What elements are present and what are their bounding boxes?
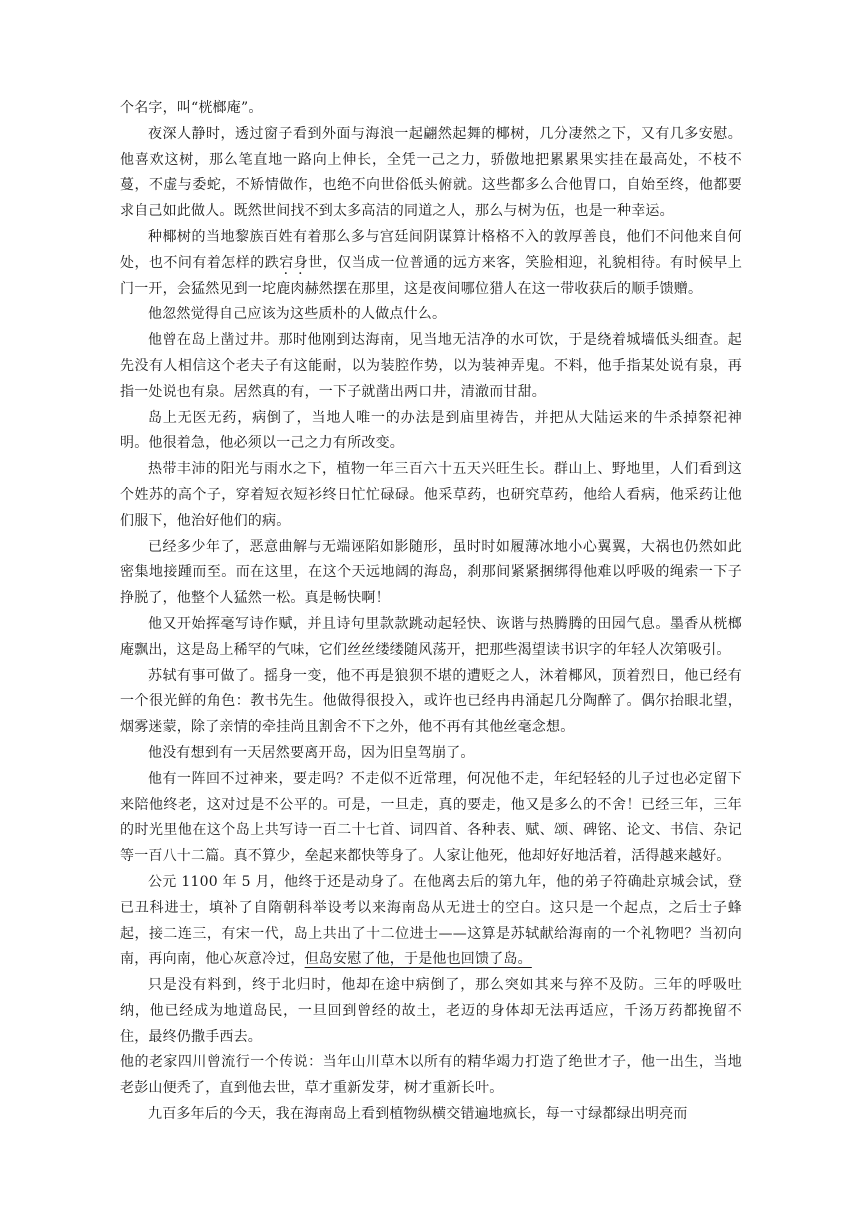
paragraph: 苏轼有事可做了。摇身一变，他不再是狼狈不堪的遭贬之人，沐着椰风，顶着烈日，他已经有一个很光鲜的角色：教书先生。他做得很投入，或许也已经冉冉涌起几分陶醉了。偶尔抬眼北望，烟雾迷蒙，除了亲情的牵挂尚且割舍不下之外，他不再有其他丝毫念想。 bbox=[120, 667, 742, 736]
emphasis-dot-char: 跌 bbox=[264, 254, 280, 271]
paragraph: 岛上无医无药，病倒了，当地人唯一的办法是到庙里祷告，并把从大陆运来的牛杀掉祭祀神明。他很着急，他必须以一己之力有所改变。 bbox=[120, 409, 742, 452]
paragraph: 只是没有料到，终于北归时，他却在途中病倒了，那么突如其来与猝不及防。三年的呼吸吐纳，他已经成为地道岛民，一旦回到曾经的故土，老迈的身体却无法再适应，千汤万药都挽留不住，最终仍撒手西去。 bbox=[120, 977, 742, 1045]
paragraph bbox=[120, 870, 742, 973]
text-run: 种椰树的当地黎族百姓有着那么多与宫廷间阴谋算计格格不入的敦厚善良，他们不问他来自何处，也不问有着怎样的 bbox=[120, 228, 742, 271]
text-run: 公元 1100 年 5 月，他终于还是动身了。在他离去后的第九年，他的弟子符确赴京城会试，登已丑科进士，填补了自隋朝科举设考以来海南岛从无进士的空白。这只是一个起点，之后士子蜂起，接二连三，有宋一代，岛上共出了十二位进士——这算是苏轼献给海南的一个礼物吧？当初向南，再向南，他心灰意冷过， bbox=[120, 873, 742, 968]
text-run: 身世，仅当成一位普通的远方来客，笑脸相迎，礼貌相待。有时候早上门一开，会猛然见到一坨鹿肉赫然摆在那里，这是夜间哪位猎人在这一带收获后的顺手馈赠。 bbox=[120, 254, 743, 297]
paragraph: 热带丰沛的阳光与雨水之下，植物一年三百六十五天兴旺生长。群山上、野地里，人们看到这个姓苏的高个子，穿着短衣短衫终日忙忙碌碌。他采草药，也研究草药，他给人看病，他采药让他们服下，他治好他们的病。 bbox=[120, 461, 742, 529]
paragraph: 他有一阵回不过神来，要走吗？不走似不近常理，何况他不走，年纪轻轻的儿子过也必定留下来陪他终老，这对过是不公平的。可是，一旦走，真的要走，他又是多么的不舍！已经三年，三年的时光里他在这个岛上共写诗一百二十七首、词四首、各种表、赋、颂、碑铭、论文、书信、杂记等一百八十二篇。真不算少，垒起来都快等身了。人家让他死，他却好好地活着，活得越来越好。 bbox=[120, 770, 742, 865]
underlined-sentence: 但岛安慰了他，于是他也回馈了岛。 bbox=[304, 951, 532, 968]
document-page bbox=[120, 96, 742, 1128]
paragraph: 他又开始挥毫写诗作赋，并且诗句里款款跳动起轻快、诙谐与热腾腾的田园气息。墨香从桄榔庵飘出，这是岛上稀罕的气味，它们丝丝缕缕随风荡开，把那些渴望读书识字的年轻人次第吸引。 bbox=[120, 615, 742, 658]
emphasis-dot-char: 宕 bbox=[279, 254, 294, 271]
paragraph: 他的老家四川曾流行一个传说：当年山川草木以所有的精华竭力打造了绝世才子，他一出生，当地老彭山便秃了，直到他去世，草才重新发芽，树才重新长叶。 bbox=[120, 1054, 742, 1097]
paragraph: 九百多年后的今天，我在海南岛上看到植物纵横交错遍地疯长，每一寸绿都绿出明亮而 bbox=[148, 1106, 688, 1123]
paragraph: 已经多少年了，恶意曲解与无端诬陷如影随形，虽时时如履薄冰地小心翼翼，大祸也仍然如此密集地接踵而至。而在这里，在这个天远地阔的海岛，刹那间紧紧捆绑得他难以呼吸的绳索一下子挣脱了，他整个人猛然一松。真是畅快啊！ bbox=[120, 538, 742, 607]
paragraph: 他忽然觉得自己应该为这些质朴的人做点什么。 bbox=[148, 306, 447, 323]
paragraph: 他曾在岛上凿过井。那时他刚到达海南，见当地无洁净的水可饮，于是绕着城墙低头细查。起先没有人相信这个老夫子有这能耐，以为装腔作势，以为装神弄鬼。不料，他手指某处说有泉，再指一处说也有泉。居然真的有，一下子就凿出两口井，清澈而甘甜。 bbox=[120, 332, 742, 400]
paragraph: 夜深人静时，透过窗子看到外面与海浪一起翩然起舞的椰树，几分凄然之下，又有几多安慰。他喜欢这树，那么笔直地一路向上伸长，全凭一己之力，骄傲地把累累果实挂在最高处，不枝不蔓，不虚与委蛇，不矫情做作，也绝不向世俗低头俯就。这些都多么合他胃口，自始至终，他都要求自己如此做人。既然世间找不到太多高洁的同道之人，那么与树为伍，也是一种幸运。 bbox=[120, 125, 742, 220]
paragraph: 他没有想到有一天居然要离开岛，因为旧皇驾崩了。 bbox=[148, 744, 475, 761]
paragraph: 个名字，叫“桄榔庵”。 bbox=[120, 100, 263, 116]
paragraph bbox=[120, 225, 742, 302]
